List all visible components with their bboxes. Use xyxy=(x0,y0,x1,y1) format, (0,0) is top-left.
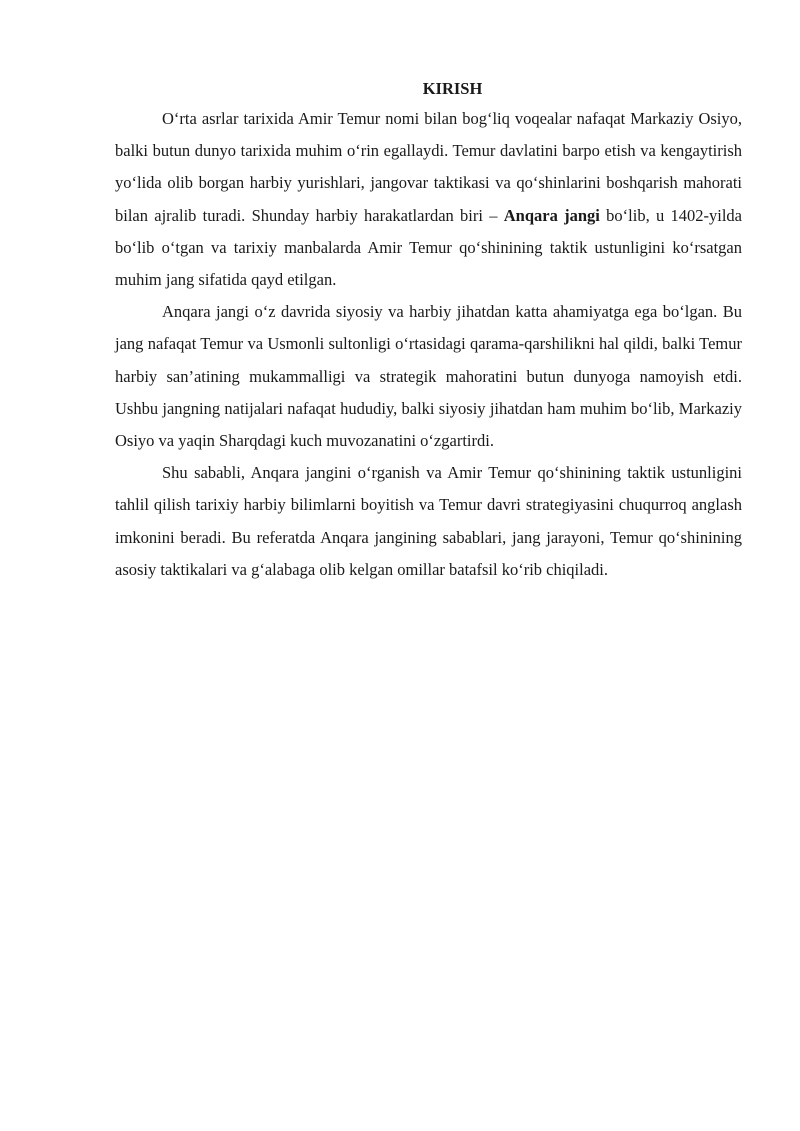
paragraph-1 xyxy=(115,103,742,296)
paragraph-1-text-start: O‘rta asrlar tarixida Amir Temur nomi bilan bog‘liq voqealar nafaqat Markaziy Osiyo, balki butun dunyo tarixida muhim o‘rin egallaydi. Temur davlatini barpo etish va kengaytirish yo‘lida olib borgan harbiy yurishlari, jangovar taktikasi va qo‘shinlarini boshqarish mahorati bilan ajralib turadi. Shunday harbiy harakatlardan biri – xyxy=(115,109,742,225)
document-body xyxy=(115,75,742,586)
paragraph-2: Anqara jangi o‘z davrida siyosiy va harbiy jihatdan katta ahamiyatga ega bo‘lgan. Bu jang nafaqat Temur va Usmonli sultonligi o‘rtasidagi qarama-qarshilikni hal qildi, balki Temur harbiy san’atining mukammalligi va strategik mahoratini butun dunyoga namoyish etdi. Ushbu jangning natijalari nafaqat hududiy, balki siyosiy jihatdan ham muhim bo‘lib, Markaziy Osiyo va yaqin Sharqdagi kuch muvozanatini o‘zgartirdi. xyxy=(115,302,742,451)
paragraph-1-bold-term: Anqara jangi xyxy=(503,205,600,225)
paragraph-3: Shu sababli, Anqara jangini o‘rganish va Amir Temur qo‘shinining taktik ustunligini tahlil qilish tarixiy harbiy bilimlarni boyitish va Temur davri strategiyasini chuqurroq anglash imkonini beradi. Bu referatda Anqara jangining sabablari, jang jarayoni, Temur qo‘shinining asosiy taktikalari va g‘alabaga olib kelgan omillar batafsil ko‘rib chiqiladi. xyxy=(115,463,742,579)
document-title: KIRISH xyxy=(422,79,483,98)
paragraph-1-text-end: bo‘lib, u 1402-yilda bo‘lib o‘tgan va tarixiy manbalarda Amir Temur qo‘shinining taktik ustunligini ko‘rsatgan muhim jang sifatida qayd etilgan. xyxy=(115,205,742,290)
